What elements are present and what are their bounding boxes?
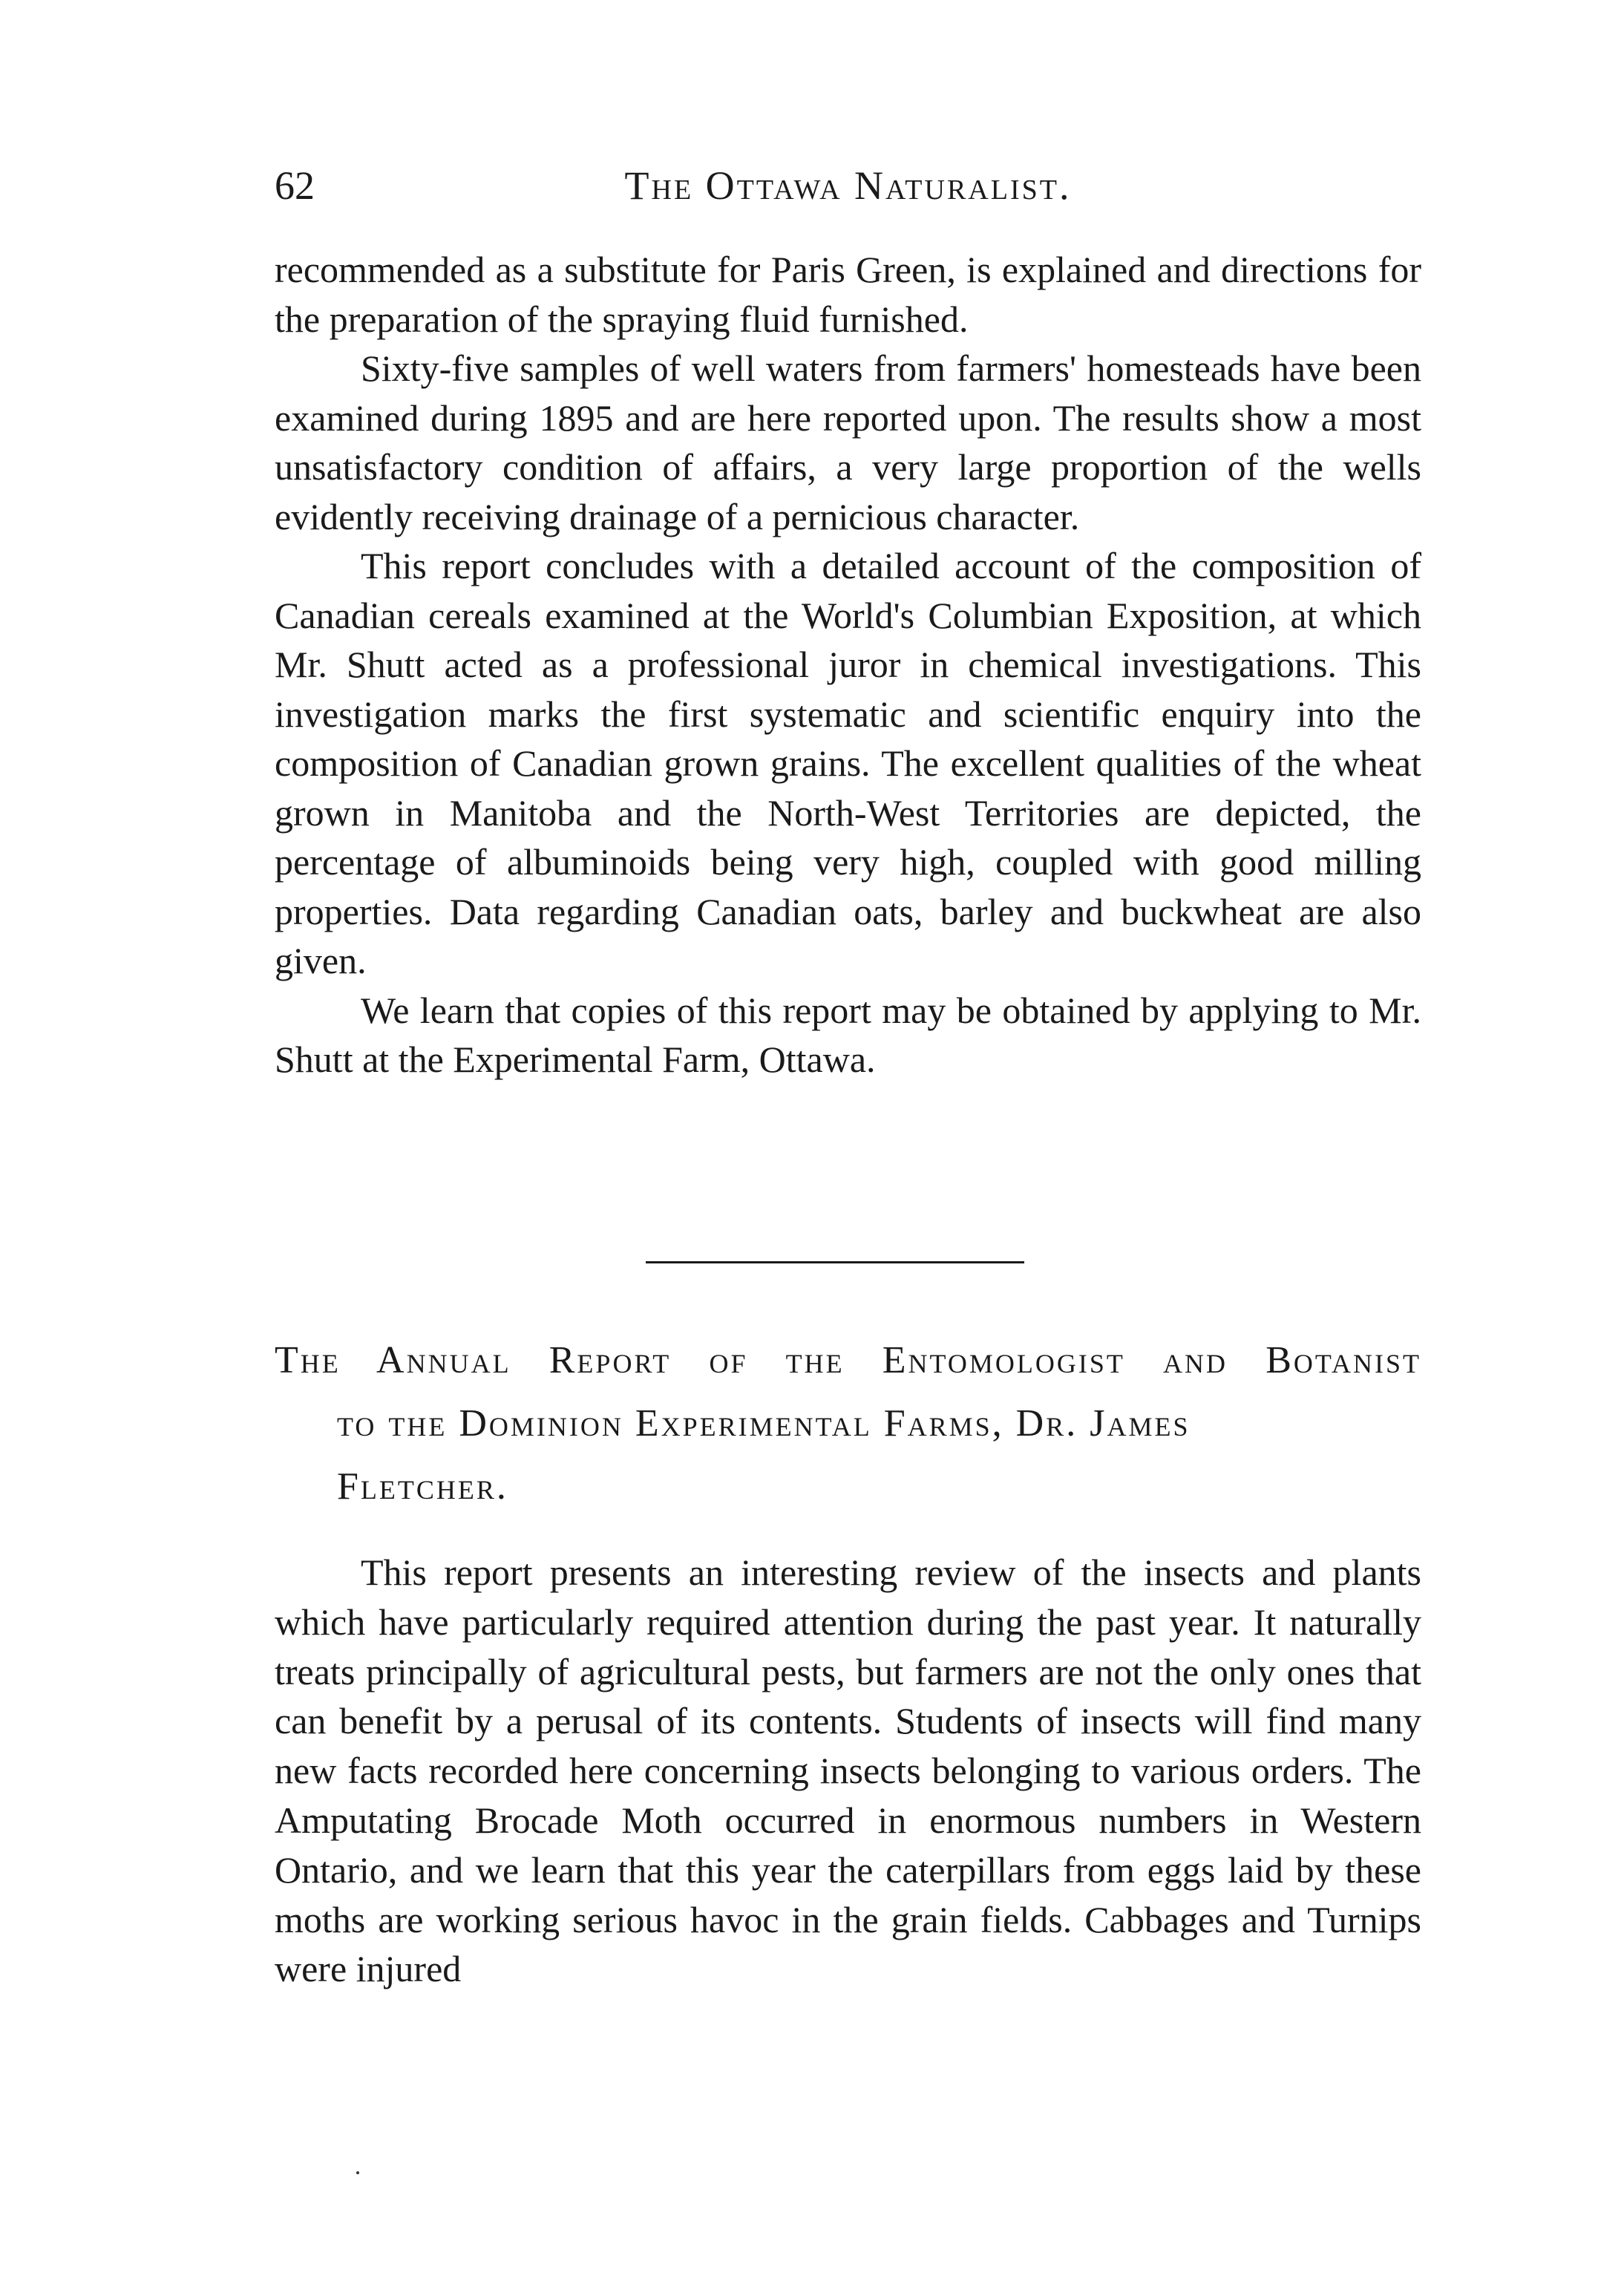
print-speck — [356, 2171, 359, 2174]
section-heading-line-2: to the Dominion Experimental Farms, Dr. James — [337, 1402, 1191, 1445]
paragraph-copies: We learn that copies of this report may be obtained by applying to Mr. Shutt at the Experimental Farm, Ottawa. — [275, 989, 1421, 1080]
paragraph-entomologist-report: This report presents an interesting review of the insects and plants which have particularly required attention during the past year. It naturally treats principally of agricultural pests, but farmers are not the only ones that can benefit by a perusal of its contents. Students of insects will find many new facts recorded here concerning insects belonging to various orders. The Amputating Brocade Moth occurred in enormous numbers in Western Ontario, and we learn that this year the caterpillars from eggs laid by these moths are working serious havoc in the grain fields. Cabbages and Turnips were injured — [275, 1551, 1421, 1990]
section-divider-rule — [646, 1261, 1024, 1263]
section-heading-line-3: Fletcher. — [337, 1465, 508, 1508]
paragraph-well-waters: Sixty-five samples of well waters from farmers' homesteads have been examined during 1895 and are here reported upon. The results show a most unsatisfactory condition of affairs, a very large proportion of the wells evidently receiving drainage of a pernicious character. — [275, 347, 1421, 537]
paragraph-continued: recommended as a substitute for Paris Green, is explained and directions for the preparation of the spraying fluid furnished. — [275, 249, 1421, 340]
section-body — [275, 1548, 1421, 1994]
page-number: 62 — [275, 163, 315, 208]
continued-article-text — [275, 245, 1421, 1085]
section-heading — [275, 1329, 1421, 1518]
paragraph-cereals: This report concludes with a detailed account of the composition of Canadian cereals examined at the World's Columbian Exposition, at which Mr. Shutt acted as a professional juror in chemical investigations. This investigation marks the first systematic and scientific enquiry into the composition of Canadian grown grains. The excellent qualities of the wheat grown in Manitoba and the North-West Territories are depicted, the percentage of albuminoids being very high, coupled with good milling properties. Data regarding Canadian oats, barley and buckwheat are also given. — [275, 545, 1421, 981]
journal-title: The Ottawa Naturalist. — [624, 163, 1072, 208]
running-head — [275, 160, 1421, 212]
section-heading-line-1: The Annual Report of the Entomologist and Botanist — [275, 1339, 1421, 1381]
